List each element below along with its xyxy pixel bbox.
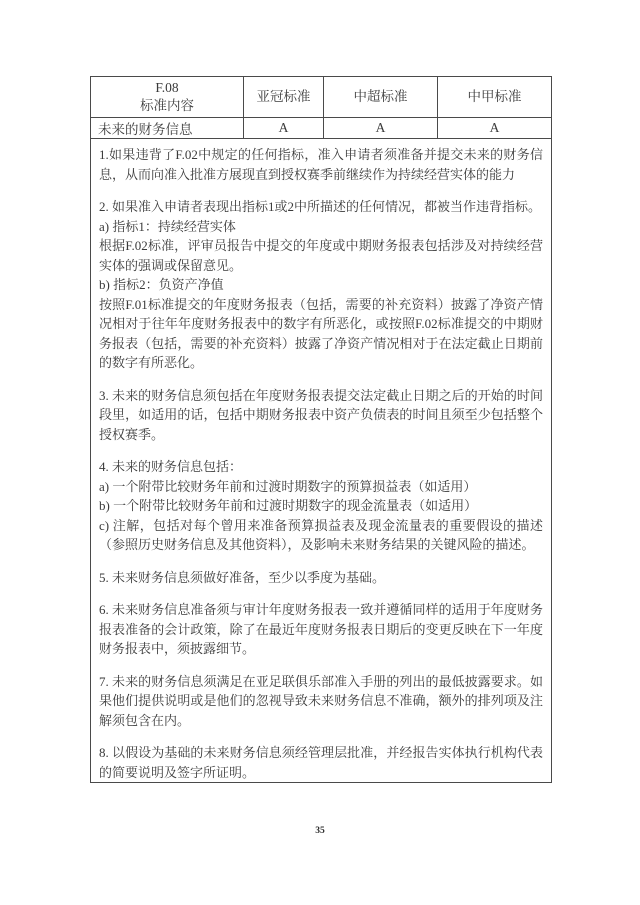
paragraph-line: 6. 未来财务信息准备须与审计年度财务报表一致并遵循同样的适用于年度财务报表准备的会计政策，除了在最近年度财务报表日期后的变更反映在下一年度财务报表中，须披露细节。 <box>99 602 543 656</box>
body-paragraph <box>99 743 543 782</box>
grade-cell-acl: A <box>244 118 324 139</box>
standards-table <box>90 76 552 783</box>
paragraph-line: c) 注解，包括对每个曾用来准备预算损益表及现金流量表的重要假设的描述（参照历史财务信息及其他资料），及影响未来财务结果的关键风险的描述。 <box>99 517 543 552</box>
body-cell <box>91 139 552 783</box>
standard-code: F.08 <box>155 80 179 95</box>
body-paragraph <box>99 386 543 445</box>
paragraph-line: 8. 以假设为基础的未来财务信息须经管理层批准，并经报告实体执行机构代表的简要说明及签字所证明。 <box>99 745 543 780</box>
grade-cell-league-one: A <box>438 118 552 139</box>
body-paragraph <box>99 600 543 659</box>
paragraph-line: 2. 如果准入申请者表现出指标1或2中所描述的任何情况，都被当作违背指标。 <box>99 199 542 214</box>
paragraph-line: 4. 未来的财务信息包括： <box>99 459 243 474</box>
grade-row <box>91 118 552 139</box>
paragraph-line: a) 一个附带比较财务年前和过渡时期数字的预算损益表（如适用） <box>99 478 477 494</box>
column-header-league-one: 中甲标准 <box>438 77 552 118</box>
paragraph-line: 3. 未来的财务信息须包括在年度财务报表提交法定截止日期之后的开始的时间段里，如适用的话，包括中期财务报表中资产负债表的时间且须至少包括整个授权赛季。 <box>99 387 543 442</box>
body-paragraphs <box>99 145 543 782</box>
body-paragraph <box>99 568 543 588</box>
column-header-csl: 中超标准 <box>324 77 438 118</box>
standard-code-cell <box>91 77 244 118</box>
paragraph-line: b) 一个附带比较财务年前和过渡时期数字的现金流量表（如适用） <box>99 498 478 513</box>
paragraph-line: 1.如果违背了F.02中规定的任何指标，准入申请者须准备并提交未来的财务信息，从而向准入批准方展现直到授权赛季前继续作为持续经营实体的能力 <box>99 147 543 182</box>
page-number: 35 <box>315 826 325 836</box>
paragraph-line: b) 指标2：负资产净值 <box>99 277 224 292</box>
body-paragraph <box>99 197 543 373</box>
header-row <box>91 77 552 118</box>
paragraph-line: a) 指标1：持续经营实体 <box>99 218 236 234</box>
column-header-acl: 亚冠标准 <box>244 77 324 118</box>
paragraph-line: 5. 未来财务信息须做好准备，至少以季度为基础。 <box>99 569 386 585</box>
paragraph-line: 7. 未来的财务信息须满足在亚足联俱乐部准入手册的列出的最低披露要求。如果他们提供说明或是他们的忽视导致未来财务信息不准确，额外的排列项及注解须包含在内。 <box>99 673 543 728</box>
body-row <box>91 139 552 783</box>
body-paragraph <box>99 672 543 731</box>
grade-row-label: 未来的财务信息 <box>91 118 244 139</box>
paragraph-line: 根据F.02标准，评审员报告中提交的年度或中期财务报表包括涉及对持续经营实体的强调或保留意见。 <box>99 238 543 273</box>
standard-code-subtitle: 标准内容 <box>140 98 194 113</box>
paragraph-line: 按照F.01标准提交的年度财务报表（包括，需要的补充资料）披露了净资产情况相对于往年年度财务报表中的数字有所恶化，或按照F.02标准提交的中期财务报表（包括，需要的补充资料）披露了净资产情况相对于在法定截止日期前的数字有所恶化。 <box>99 296 543 370</box>
body-paragraph <box>99 145 543 184</box>
body-paragraph <box>99 457 543 555</box>
grade-cell-csl: A <box>324 118 438 139</box>
